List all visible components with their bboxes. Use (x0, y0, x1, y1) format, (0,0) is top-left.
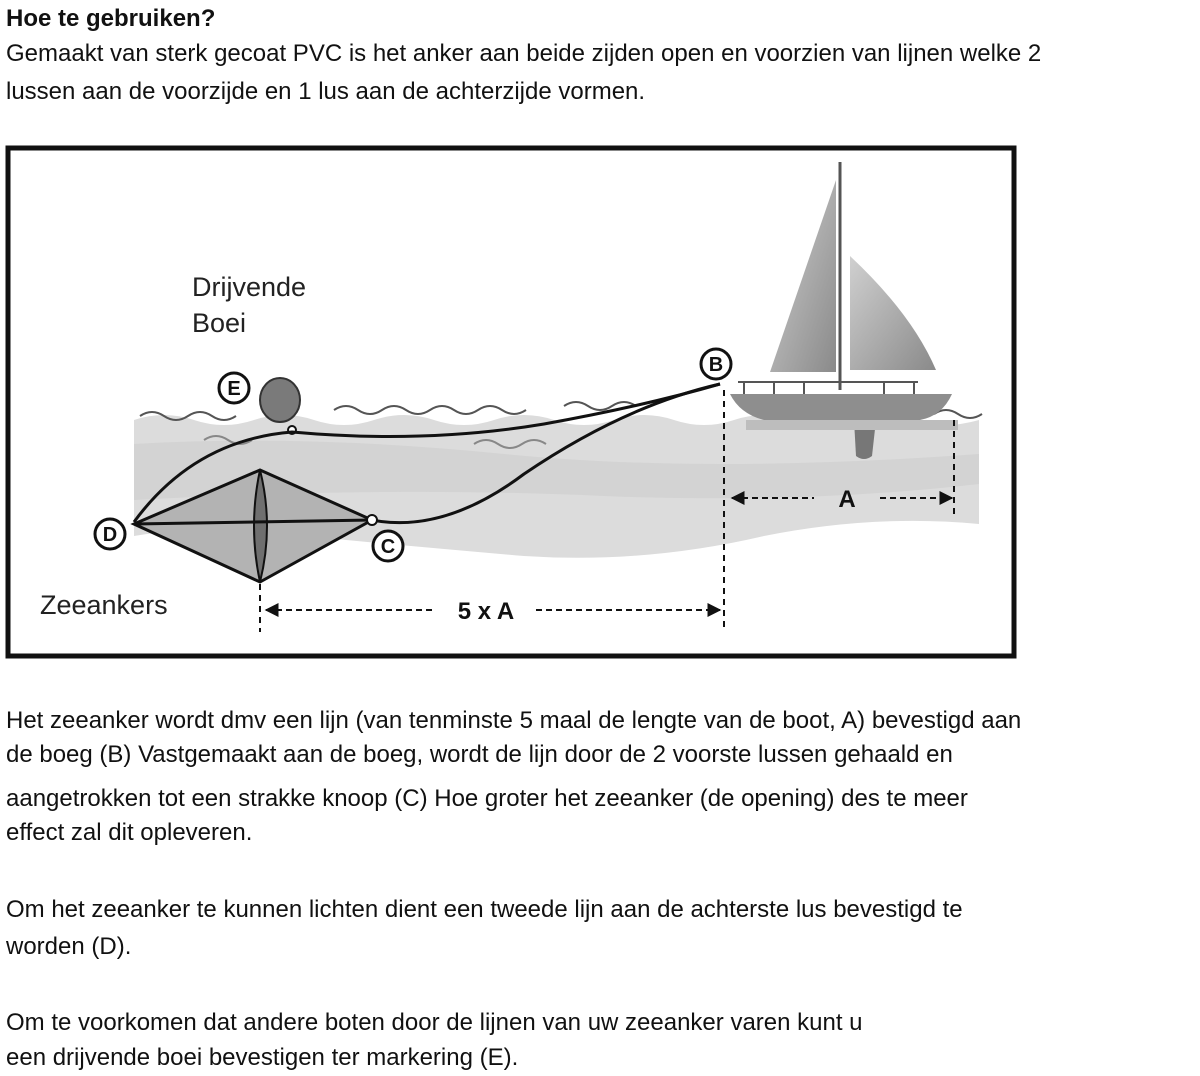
marker-c-letter: C (380, 536, 396, 558)
marker-e-letter: E (227, 378, 241, 400)
measure-a-label: A (838, 486, 856, 513)
marker-b-letter: B (708, 354, 724, 376)
marker-d (95, 519, 125, 549)
measure-5xa-label: 5 x A (457, 598, 515, 625)
paragraph-1-line-4: effect zal dit opleveren. (6, 819, 253, 846)
intro-line-1: Gemaakt van sterk gecoat PVC is het anker aan beide zijden open en voorzien van lijnen welke 2 (6, 40, 1042, 67)
hull-water-shadow (746, 420, 958, 430)
hull (730, 394, 952, 420)
buoy-body (260, 378, 300, 422)
paragraph-1-line-1: Het zeeanker wordt dmv een lijn (van tenminste 5 maal de lengte van de boot, A) bevestigd aan (6, 707, 1022, 734)
knot-c (367, 515, 377, 525)
marker-c (373, 531, 403, 561)
marker-d-letter: D (102, 524, 118, 546)
paragraph-3-line-1: Om te voorkomen dat andere boten door de lijnen van uw zeeanker varen kunt u (6, 1009, 863, 1036)
sea-anchor-diagram (4, 144, 1020, 664)
marker-b (701, 349, 731, 379)
page-title: Hoe te gebruiken? (6, 5, 216, 32)
paragraph-3-line-2: een drijvende boei bevestigen ter markering (E). (6, 1044, 519, 1071)
buoy-label-line-1: Drijvende (192, 272, 307, 302)
marker-e (219, 373, 249, 403)
paragraph-2-line-2: worden (D). (6, 933, 132, 960)
paragraph-1-line-3: aangetrokken tot een strakke knoop (C) Hoe groter het zeeanker (de opening) des te meer (6, 785, 968, 812)
anchor-label: Zeeankers (40, 590, 168, 620)
buoy-label-line-2: Boei (192, 308, 247, 338)
intro-line-2: lussen aan de voorzijde en 1 lus aan de achterzijde vormen. (6, 78, 646, 105)
paragraph-1-line-2: de boeg (B) Vastgemaakt aan de boeg, wordt de lijn door de 2 voorste lussen gehaald en (6, 741, 953, 768)
paragraph-2-line-1: Om het zeeanker te kunnen lichten dient een tweede lijn aan de achterste lus bevestigd te (6, 896, 963, 923)
